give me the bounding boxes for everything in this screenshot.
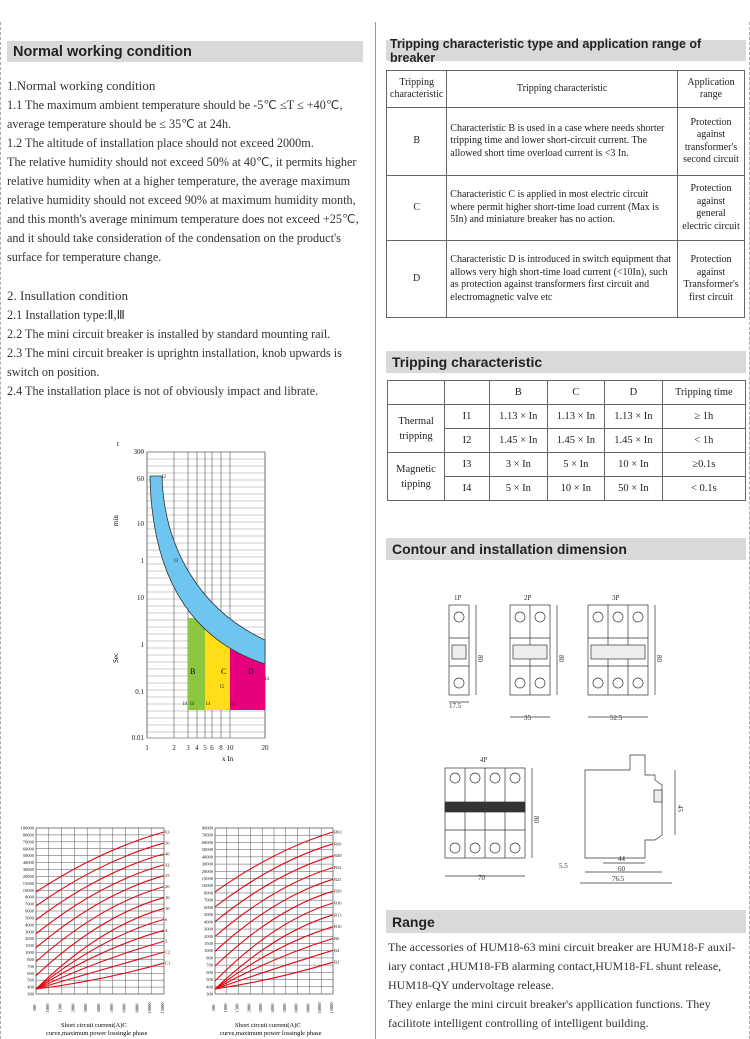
dim-3p-height: 80 — [655, 655, 663, 662]
dim-1p-width: 17.5 — [449, 702, 462, 710]
zone-b — [188, 618, 205, 710]
cell: 1.13 × In — [547, 405, 605, 429]
y-tick-label: 30000 — [201, 861, 213, 867]
y-tick-label: 60000 — [201, 839, 213, 845]
left-column-rule — [0, 22, 1, 1039]
y-tick-label: 800 — [27, 956, 34, 962]
y-tick-label: 10 — [137, 520, 144, 528]
dim-side-60: 60 — [618, 865, 625, 873]
curve-label: B20 — [334, 888, 342, 894]
cell: ≥0.1s — [662, 453, 745, 477]
x-tick-label: 500 — [32, 1004, 37, 1012]
cell: 50 × In — [605, 477, 663, 501]
cell: 1.45 × In — [605, 429, 663, 453]
x-tick-label: 500 — [211, 1004, 216, 1012]
header-cell: B — [490, 381, 548, 405]
x-tick-label: 15000 — [160, 1002, 165, 1014]
y-tick-label: 60000 — [22, 846, 34, 852]
cell: I1 — [445, 405, 490, 429]
header-cell — [445, 381, 490, 405]
dim-4p-height: 80 — [532, 816, 540, 823]
x-tick-label: 8000 — [305, 1003, 311, 1013]
y-tick-label: 60 — [137, 475, 144, 483]
group-cell: Thermal tripping — [388, 405, 445, 453]
line: 1.2 The altitude of installation place should not exceed 2000m. — [7, 136, 314, 150]
curve-label: 20 — [165, 884, 170, 890]
y-tick-label: 0.1 — [135, 688, 144, 696]
cell: 1.45 × In — [547, 429, 605, 453]
y-tick-label: 4000 — [25, 922, 34, 928]
y-tick-label: 1500 — [204, 940, 213, 946]
line: facilitote intelligent controlling of intelligent building. — [388, 1016, 649, 1030]
dim-side-76: 76.5 — [612, 875, 625, 883]
curve-label: B4 — [334, 947, 340, 953]
x-tick-label: 6000 — [293, 1003, 299, 1013]
table-row — [388, 405, 746, 429]
y-tick-label: 1000 — [25, 950, 34, 955]
line: 2.1 Installation type:Ⅱ,Ⅲ — [7, 308, 125, 322]
header-cell: D — [605, 381, 663, 405]
y-tick-label: 300 — [206, 991, 213, 997]
caption-line-2: curve,maximum power lossingle phase — [46, 1030, 148, 1037]
header-cell — [388, 381, 445, 405]
contour-dimension-header: Contour and installation dimension — [386, 538, 746, 560]
cell: I4 — [445, 477, 490, 501]
curve-label: B40 — [334, 853, 342, 859]
x-tick-label: 3000 — [258, 1003, 264, 1013]
y-label-sec: Sec — [112, 652, 120, 663]
line: relative humidity should not exceed 90% at maximum humidity month, — [7, 193, 356, 207]
y-tick-label: 80000 — [201, 825, 213, 831]
y-tick-label: 400 — [27, 984, 34, 990]
dim-3p-label: 3P — [612, 594, 620, 602]
table-row — [388, 453, 746, 477]
curve-label: 40 — [165, 851, 170, 857]
curve-label: I5 — [220, 685, 225, 690]
zone-label-d: D — [248, 667, 254, 676]
caption-line-1: Short circuit current(A)C — [61, 1022, 127, 1029]
x-tick-label: 1500 — [234, 1003, 240, 1013]
x-tick-label: 10000 — [317, 1002, 323, 1014]
curve-label: 3 — [165, 938, 168, 944]
y-tick-label: 700 — [27, 963, 34, 969]
line: The relative humidity should not exceed 50% at 40℃, it permits higher — [7, 155, 357, 169]
line: and this month's average minimum temperature does not exceed +25℃, — [7, 212, 359, 226]
cell: 1.45 × In — [490, 429, 548, 453]
cell: 10 × In — [547, 477, 605, 501]
x-label: x In — [222, 755, 234, 763]
y-tick-label: 70000 — [201, 832, 213, 838]
x-tick-label: 6000 — [121, 1003, 127, 1013]
dim-1p-label: 1P — [454, 594, 462, 602]
dim-3p-width: 52.5 — [610, 714, 623, 722]
x-tick-label: 4000 — [270, 1003, 275, 1013]
breaker-3p — [588, 594, 663, 722]
curve-label: 4 — [165, 927, 168, 933]
group-cell: Magnetic tipping — [388, 453, 445, 501]
table-row — [387, 71, 745, 108]
zone-label-c: C — [221, 667, 227, 676]
dim-side-44: 44 — [618, 855, 625, 863]
y-tick-label: 40000 — [22, 860, 34, 866]
range-text — [388, 938, 748, 1033]
line: 2.4 The installation place is not of obviously impact and librate. — [7, 384, 319, 398]
curve-label: B25 — [334, 876, 342, 882]
app-cell: Protection against general electric circuit — [678, 176, 745, 241]
y-tick-label: 40000 — [201, 854, 213, 860]
curve-label: B16 — [334, 900, 342, 906]
power-loss-chart-b — [185, 822, 347, 1039]
y-tick-label: 3000 — [25, 929, 34, 935]
y-tick-label: 80000 — [22, 832, 34, 838]
line: surface for temperature change. — [7, 250, 162, 264]
curve-label: I2 — [162, 475, 167, 480]
curve-label: C2 — [165, 949, 171, 955]
x-tick-label: 2 — [172, 744, 176, 752]
line: The accessories of HUM18-63 mini circuit breaker are HUM18-F auxil- — [388, 940, 736, 954]
dim-2p-width: 35 — [524, 714, 531, 722]
y-tick-label: 100000 — [20, 825, 34, 831]
y-tick-label: 7000 — [204, 897, 213, 903]
curve-label: 16 — [165, 895, 170, 901]
line: iary contact ,HUM18-FB alarming contact,HUM18-FL shunt release, — [388, 959, 722, 973]
line: They enlarge the mini circuit breaker's appllication functions. They — [388, 997, 711, 1011]
y-tick-label: 6000 — [204, 904, 213, 910]
caption-line-1: Short circuit current(A)C — [235, 1022, 301, 1029]
y-tick-label: 300 — [133, 448, 144, 456]
y-tick-label: 5000 — [25, 915, 34, 921]
type-cell: D — [387, 241, 447, 318]
header-cell: C — [547, 381, 605, 405]
type-cell: C — [387, 176, 447, 241]
zone-label-b: B — [190, 667, 196, 676]
dim-2p-height: 80 — [557, 655, 565, 662]
y-tick-label: 2000 — [204, 933, 213, 939]
y-tick-label: 7000 — [25, 901, 34, 907]
x-tick-label: 20 — [261, 744, 269, 752]
line: 2.2 The mini circuit breaker is installed by standard mounting rail. — [7, 327, 331, 341]
cell: 3 × In — [490, 453, 548, 477]
cell: 1.13 × In — [490, 405, 548, 429]
x-tick-label: 4 — [195, 744, 199, 752]
curve-label: 6 — [165, 916, 168, 922]
line: relative humidity when at a higher temperature, the average maximum — [7, 174, 351, 188]
cell: 10 × In — [605, 453, 663, 477]
y-tick-label: 8000 — [204, 890, 213, 896]
y-tick-label: 700 — [206, 962, 213, 968]
line: 1.Normal working condition — [7, 78, 156, 93]
y-tick-label: 1000 — [204, 948, 213, 954]
installation-condition-text — [7, 286, 367, 401]
header-cell: Tripping characteristic — [447, 71, 678, 108]
y-tick-label: 400 — [206, 984, 213, 990]
y-tick-label: 10 — [137, 594, 144, 602]
tripping-characteristic-header: Tripping characteristic — [386, 351, 746, 373]
y-tick-label: 500 — [206, 977, 213, 983]
y-tick-label: 3000 — [204, 926, 213, 932]
y-tick-label: 10000 — [22, 887, 34, 893]
cell: 1.13 × In — [605, 405, 663, 429]
curve-label: I4 — [183, 702, 188, 707]
x-tick-label: 5000 — [108, 1003, 114, 1013]
y-tick-label: 20000 — [201, 868, 213, 874]
breaker-1p — [449, 594, 484, 710]
breaker-4p — [445, 756, 540, 882]
x-tick-label: 5000 — [281, 1003, 287, 1013]
curve-label: 25 — [165, 873, 170, 879]
normal-working-header: Normal working condition — [7, 41, 363, 62]
y-tick-label: 15000 — [201, 876, 213, 882]
x-tick-label: 10 — [226, 744, 234, 752]
y-tick-label: 2000 — [25, 936, 34, 942]
y-tick-label: 70000 — [22, 839, 34, 845]
center-column-rule — [375, 22, 376, 1039]
x-tick-label: 3 — [186, 744, 190, 752]
y-tick-label: 800 — [206, 955, 213, 961]
curve-label: I4 — [230, 702, 235, 707]
curve-label: 10 — [165, 905, 170, 911]
x-tick-label: 1000 — [222, 1003, 228, 1013]
breaker-side-view — [559, 755, 684, 883]
curve-label: I4 — [190, 702, 195, 707]
breaker-2p — [510, 594, 565, 722]
curve-label: B6 — [334, 936, 340, 941]
dim-side-5: 5.5 — [559, 862, 568, 870]
type-cell: B — [387, 108, 447, 176]
range-header: Range — [386, 910, 746, 933]
x-tick-label: 2000 — [246, 1003, 252, 1013]
y-tick-label: 600 — [206, 969, 213, 975]
x-tick-label: 2000 — [70, 1003, 76, 1013]
header-cell: Tripping characteristic — [387, 71, 447, 108]
x-tick-label: 1 — [145, 744, 149, 752]
table-row — [388, 381, 746, 405]
x-tick-label: 5 — [203, 744, 207, 752]
curve-label: I4 — [206, 702, 211, 707]
caption-line-2: curve,maximum power lossingle phase — [220, 1030, 322, 1037]
line: 1.1 The maximum ambient temperature should be -5℃ ≤T ≤ +40℃, — [7, 98, 343, 112]
dimension-drawings — [440, 590, 700, 890]
dim-side-45: 45 — [676, 805, 684, 812]
table-row — [387, 108, 745, 176]
y-tick-label: 6000 — [25, 908, 34, 914]
x-tick-label: 3000 — [83, 1003, 89, 1013]
y-tick-label: 600 — [27, 970, 34, 976]
curve-label: B50 — [334, 841, 342, 847]
curve-label: 63 — [165, 829, 170, 835]
app-cell: Protection against transformer's second circuit — [678, 108, 745, 176]
curve-label: B10 — [334, 924, 342, 930]
line: average temperature should be ≤ 35℃ at 24h. — [7, 117, 232, 131]
x-tick-label: 1000 — [44, 1003, 50, 1013]
y-tick-label: 4000 — [204, 919, 213, 925]
y-tick-label: 5000 — [204, 912, 213, 918]
y-tick-label: 1 — [140, 641, 144, 649]
working-condition-text — [7, 76, 367, 267]
cell: < 1h — [662, 429, 745, 453]
y-tick-label: 20000 — [22, 873, 34, 879]
line: and it should take consideration of the condensation on the product's — [7, 231, 341, 245]
x-tick-label: 15000 — [329, 1002, 334, 1014]
curve-label: 50 — [165, 840, 170, 846]
line: switch on position. — [7, 365, 100, 379]
cell: 5 × In — [547, 453, 605, 477]
table-row — [387, 241, 745, 318]
tripping-curve-chart — [100, 438, 290, 768]
tripping-type-header: Tripping characteristic type and application range of breaker — [386, 40, 746, 61]
curve-label: B13 — [334, 912, 342, 918]
app-cell: Protection against Transformer's first circuit — [678, 241, 745, 318]
curve-label: I4 — [265, 677, 270, 682]
curve-label: B32 — [334, 865, 342, 870]
y-tick-label: 15000 — [22, 880, 34, 886]
line: 2. Insullation condition — [7, 288, 128, 303]
x-tick-label: 8000 — [134, 1003, 140, 1013]
curve-label: I3 — [174, 559, 179, 564]
curve-label: 32 — [165, 862, 170, 868]
dim-2p-label: 2P — [524, 594, 532, 602]
x-tick-label: 4000 — [96, 1003, 101, 1013]
header-cell: Tripping time — [662, 381, 745, 405]
tripping-characteristic-table — [387, 380, 746, 501]
y-tick-label: 1 — [140, 557, 144, 565]
y-tick-label: 50000 — [22, 853, 34, 859]
cell: ≥ 1h — [662, 405, 745, 429]
header-cell: Application range — [678, 71, 745, 108]
y-tick-label: 300 — [27, 991, 34, 997]
y-tick-label: 1500 — [25, 943, 34, 949]
dim-4p-width: 70 — [478, 874, 485, 882]
curve-label: C1 — [165, 960, 171, 966]
cell: I2 — [445, 429, 490, 453]
power-loss-chart-c — [6, 822, 178, 1039]
x-tick-label: 10000 — [147, 1002, 153, 1014]
curve-label: B2 — [334, 959, 340, 965]
line: 2.3 The mini circuit breaker is uprightn installation, knob upwards is — [7, 346, 342, 360]
y-tick-label: 10000 — [201, 883, 213, 889]
y-label-min: min — [112, 515, 120, 526]
dim-4p-label: 4P — [480, 756, 488, 764]
desc-cell: Characteristic D is introduced in switch equipment that allows very high short-time load current (<10In), such as protection against transformers first circuit and electromagnetic valve etc — [447, 241, 678, 318]
dim-1p-height: 80 — [476, 655, 484, 662]
y-tick-label: 8000 — [25, 894, 34, 900]
desc-cell: Characteristic B is used in a case where needs shorter tripping time and lower short-circuit current. The allowed short time overload current is <3 In. — [447, 108, 678, 176]
line: HUM18-QY undervoltage release. — [388, 978, 554, 992]
y-tick-label: 50000 — [201, 847, 213, 853]
curve-label: B63 — [334, 829, 342, 835]
x-tick-label: 8 — [219, 744, 223, 752]
y-unit-t: t — [117, 440, 119, 448]
table-row — [387, 176, 745, 241]
cell: I3 — [445, 453, 490, 477]
y-tick-label: 30000 — [22, 867, 34, 872]
y-tick-label: 500 — [27, 977, 34, 983]
cell: 5 × In — [490, 477, 548, 501]
tripping-type-table — [386, 70, 745, 318]
desc-cell: Characteristic C is applied in most electric circuit where permit higher short-time load current (Max is 5In) and miniature breaker has no action. — [447, 176, 678, 241]
y-tick-label: 0.01 — [131, 734, 144, 742]
x-tick-label: 6 — [210, 744, 214, 752]
x-tick-label: 1500 — [57, 1003, 63, 1013]
cell: < 0.1s — [662, 477, 745, 501]
